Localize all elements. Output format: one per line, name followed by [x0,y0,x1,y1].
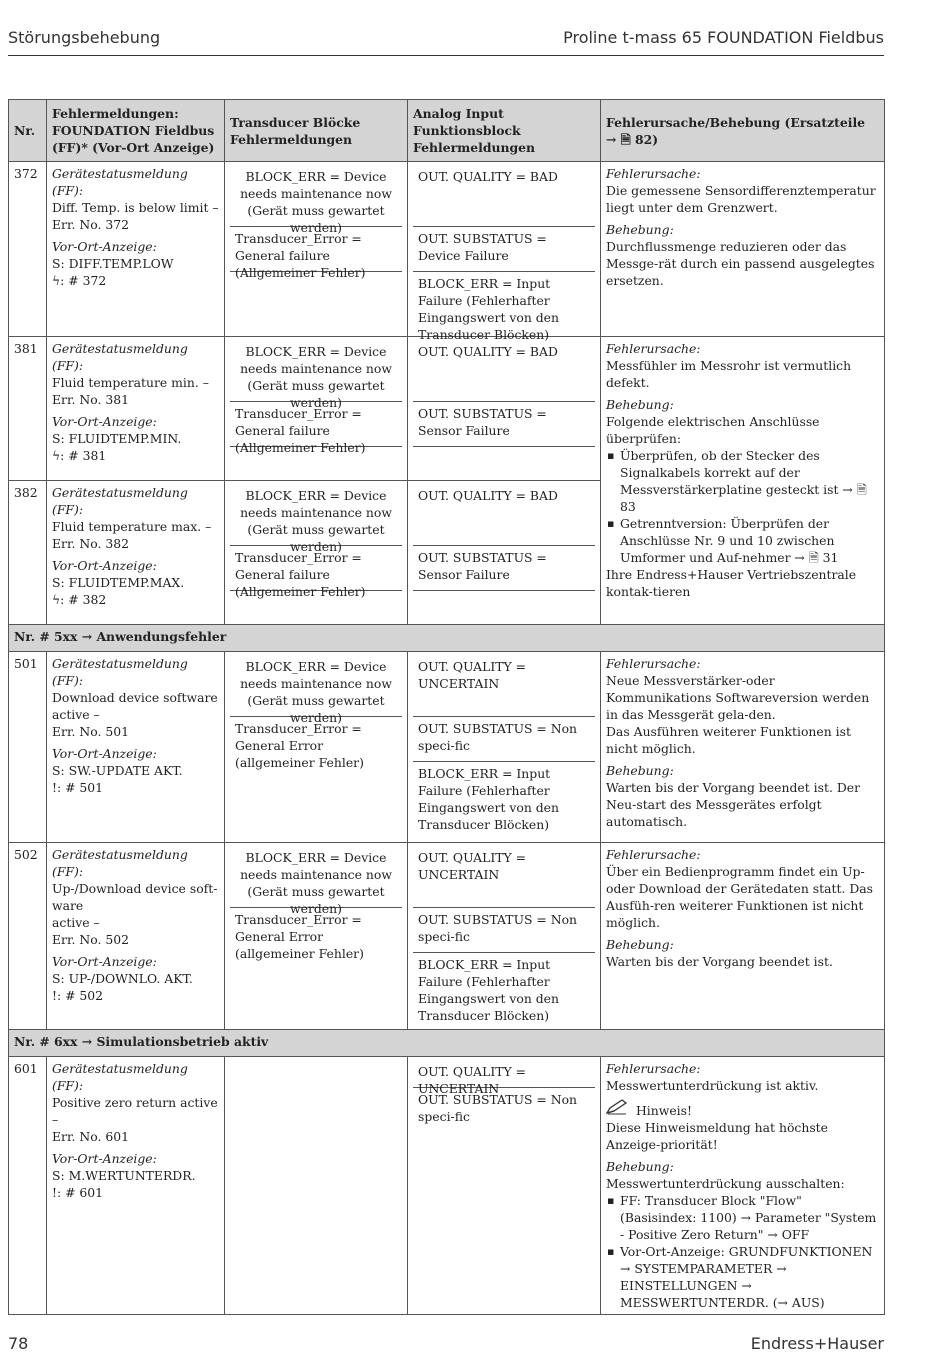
status-label: Gerätestatusmeldung (FF): [52,341,188,373]
analog-input-cell [408,652,601,843]
list-item: ▪ Getrenntversion: Überprüfen der Anschlüsse Nr. 9 und 10 zwischen Umformer und Auf-nehmer → 🗎 31 [620,515,879,566]
section-title: Nr. # 5xx → Anwendungsfehler [9,625,885,652]
cause-text: Messwertunterdrückung ist aktiv. [606,1078,819,1093]
tb-error: Transducer_Error = General Error (allgemeiner Fehler) [235,912,364,961]
analog-input-cell [408,1057,601,1315]
transducer-cell [225,337,408,481]
cause-text-2: Das Ausführen weiterer Funktionen ist nicht möglich. [606,724,851,756]
error-number: Err. No. 601 [52,1129,130,1144]
cause-text: Messfühler im Messrohr ist vermutlich defekt. [606,358,852,390]
header-cause: Fehlerursache/Behebung (Ersatzteile → 🗎 82) [601,100,885,162]
list-item: ▪ Überprüfen, ob der Stecker des Signalkabels korrekt auf der Messverstärkerplatine gesteckt ist → 🗎 83 [620,447,879,515]
analog-input-cell [408,162,601,342]
remedy-text: Folgende elektrischen Anschlüsse überprüfen: [606,414,820,446]
table-row [9,337,885,481]
ai-empty [413,591,595,621]
local-label: Vor-Ort-Anzeige: [52,239,157,254]
message-text: Download device software [52,690,218,705]
section-title: Nr. # 6xx → Simulationsbetrieb aktiv [9,1030,885,1057]
table-row [9,162,885,337]
local-label: Vor-Ort-Anzeige: [52,1151,157,1166]
cause-label: Fehlerursache: [606,1061,701,1076]
row-nr: 382 [9,481,47,625]
status-label: Gerätestatusmeldung (FF): [52,656,188,688]
analog-input-cell [408,843,601,1030]
note-label: Hinweis! [636,1103,692,1118]
ff-message [47,843,225,1030]
cause-text: Über ein Bedienprogramm findet ein Up- oder Download der Gerätedaten statt. Das Ausfüh-ren weiterer Funktionen ist nicht möglich. [606,864,874,930]
ff-message [47,162,225,337]
cause-cell [601,843,885,1030]
ai-quality: OUT. QUALITY = BAD [413,165,595,227]
cause-text: Neue Messverstärker-oder Kommunikations Softwareversion werden in das Messgerät gela-den. [606,673,870,722]
remedy-label: Behebung: [606,763,674,778]
analog-input-cell [408,481,601,625]
cause-text: Die gemessene Sensordifferenztemperatur liegt unter dem Grenzwert. [606,183,876,215]
tb-block-err: BLOCK_ERR = Device needs maintenance now (Gerät muss gewartet werden) [230,846,402,908]
tb-error: Transducer_Error = General failure (Allgemeiner Fehler) [230,546,402,591]
local-display: S: UP-/DOWNLO. AKT. [52,971,193,986]
note-text: Diese Hinweismeldung hat höchste Anzeige-priorität! [606,1120,828,1152]
ai-substatus: OUT. SUBSTATUS = Non speci-fic [413,717,595,762]
status-label: Gerätestatusmeldung (FF): [52,485,188,517]
header-nr: Nr. [9,100,47,162]
local-code: !: # 601 [52,1185,104,1200]
message-text: Fluid temperature min. – [52,375,209,390]
transducer-cell [225,843,408,1030]
error-number: Err. No. 501 [52,724,130,739]
local-label: Vor-Ort-Anzeige: [52,414,157,429]
remedy-label: Behebung: [606,937,674,952]
local-code: !: # 502 [52,988,104,1003]
row-nr: 372 [9,162,47,337]
error-table [8,99,885,1315]
row-nr: 502 [9,843,47,1030]
cause-label: Fehlerursache: [606,847,701,862]
status-label: Gerätestatusmeldung (FF): [52,166,188,198]
ai-block-err: BLOCK_ERR = Input Failure (Fehlerhafter Eingangswert von den Transducer Blöcken) [418,957,559,1023]
local-code: ϟ: # 381 [52,448,107,463]
local-code: !: # 501 [52,780,104,795]
header-rule [8,55,884,56]
ff-message [47,337,225,481]
message-text: Up-/Download device soft-ware [52,881,218,913]
status-label: Gerätestatusmeldung (FF): [52,847,188,879]
ai-block-err: BLOCK_ERR = Input Failure (Fehlerhafter Eingangswert von den Transducer Blöcken) [418,276,559,342]
ff-message [47,1057,225,1315]
ai-substatus: OUT. SUBSTATUS = Sensor Failure [413,402,595,447]
tb-error: Transducer_Error = General failure (Allgemeiner Fehler) [230,227,402,272]
local-label: Vor-Ort-Anzeige: [52,558,157,573]
pencil-note-icon [606,1099,636,1119]
transducer-cell [225,481,408,625]
message-text: Positive zero return active – [52,1095,218,1127]
tb-block-err: BLOCK_ERR = Device needs maintenance now (Gerät muss gewartet werden) [230,655,402,717]
running-header-product: Proline t-mass 65 FOUNDATION Fieldbus [563,28,884,47]
tb-block-err: BLOCK_ERR = Device needs maintenance now (Gerät muss gewartet werden) [230,165,402,227]
row-nr: 501 [9,652,47,843]
local-label: Vor-Ort-Anzeige: [52,746,157,761]
table-header-row [9,100,885,162]
tb-error: Transducer_Error = General Error (allgemeiner Fehler) [235,721,364,770]
row-nr: 601 [9,1057,47,1315]
ai-substatus: OUT. SUBSTATUS = Non speci-fic [418,1092,578,1124]
cause-cell [601,652,885,843]
remedy-text: Warten bis der Vorgang beendet ist. Der Neu-start des Messgerätes erfolgt automatisch. [606,780,861,829]
local-display: S: FLUIDTEMP.MIN. [52,431,182,446]
tb-error: Transducer_Error = General failure (Allgemeiner Fehler) [230,402,402,447]
remedy-text: Messwertunterdrückung ausschalten: [606,1176,845,1191]
header-transducer: Transducer Blöcke Fehlermeldungen [225,100,408,162]
status-label: Gerätestatusmeldung (FF): [52,1061,188,1093]
table-row [9,1057,885,1315]
message-text-2: active – [52,707,100,722]
cause-cell [601,162,885,337]
local-display: S: DIFF.TEMP.LOW [52,256,174,271]
cause-label: Fehlerursache: [606,656,701,671]
local-display: S: M.WERTUNTERDR. [52,1168,196,1183]
ai-empty [413,447,595,477]
transducer-cell [225,652,408,843]
running-header-section: Störungsbehebung [8,28,161,47]
cause-cell [601,337,885,625]
remedy-label: Behebung: [606,222,674,237]
page-number: 78 [8,1334,29,1353]
footer-brand: Endress+Hauser [750,1334,884,1353]
remedy-list [606,1192,879,1311]
list-item: ▪ Vor-Ort-Anzeige: GRUNDFUNKTIONEN → SYSTEMPARAMETER → EINSTELLUNGEN → MESSWERTUNTERDR. (→ AUS) [620,1243,879,1311]
tb-block-err: BLOCK_ERR = Device needs maintenance now (Gerät muss gewartet werden) [230,340,402,402]
remedy-text: Warten bis der Vorgang beendet ist. [606,954,833,969]
ai-quality: OUT. QUALITY = BAD [413,340,595,402]
ai-substatus: OUT. SUBSTATUS = Sensor Failure [413,546,595,591]
ff-message [47,652,225,843]
cause-label: Fehlerursache: [606,166,701,181]
error-number: Err. No. 382 [52,536,130,551]
ai-substatus: OUT. SUBSTATUS = Non speci-fic [413,908,595,953]
remedy-label: Behebung: [606,1159,674,1174]
note-heading [606,1099,879,1119]
table-row [9,652,885,843]
message-text: Diff. Temp. is below limit – [52,200,219,215]
remedy-list [606,447,879,566]
cause-label: Fehlerursache: [606,341,701,356]
local-display: S: SW.-UPDATE AKT. [52,763,183,778]
table-row [9,843,885,1030]
error-number: Err. No. 381 [52,392,130,407]
tb-block-err: BLOCK_ERR = Device needs maintenance now (Gerät muss gewartet werden) [230,484,402,546]
transducer-cell [225,162,408,337]
message-text: Fluid temperature max. – [52,519,212,534]
ai-quality: OUT. QUALITY = BAD [413,484,595,546]
transducer-cell-empty [225,1057,408,1315]
message-text-2: active – [52,915,100,930]
remedy-text: Durchflussmenge reduzieren oder das Messge-rät durch ein passend ausgelegtes ersetzen. [606,239,875,288]
ff-message [47,481,225,625]
ai-quality: OUT. QUALITY = UNCERTAIN [413,1060,595,1088]
remedy-tail: Ihre Endress+Hauser Vertriebszentrale kontak-tieren [606,567,857,599]
error-number: Err. No. 372 [52,217,130,232]
local-label: Vor-Ort-Anzeige: [52,954,157,969]
analog-input-cell [408,337,601,481]
local-code: ϟ: # 382 [52,592,107,607]
section-row [9,625,885,652]
header-analog-input: Analog Input Funktionsblock Fehlermeldungen [408,100,601,162]
local-code: ϟ: # 372 [52,273,107,288]
header-ff: Fehlermeldungen: FOUNDATION Fieldbus (FF)* (Vor-Ort Anzeige) [47,100,225,162]
row-nr: 381 [9,337,47,481]
cause-cell [601,1057,885,1315]
ai-substatus: OUT. SUBSTATUS = Device Failure [413,227,595,272]
remedy-label: Behebung: [606,397,674,412]
ai-block-err: BLOCK_ERR = Input Failure (Fehlerhafter Eingangswert von den Transducer Blöcken) [418,766,559,832]
section-row [9,1030,885,1057]
tb-empty [230,272,402,333]
ai-quality: OUT. QUALITY = UNCERTAIN [413,846,595,908]
ai-quality: OUT. QUALITY = UNCERTAIN [413,655,595,717]
local-display: S: FLUIDTEMP.MAX. [52,575,185,590]
error-number: Err. No. 502 [52,932,130,947]
list-item: ▪ FF: Transducer Block "Flow" (Basisindex: 1100) → Parameter "System - Positive Zero Return" → OFF [620,1192,879,1243]
